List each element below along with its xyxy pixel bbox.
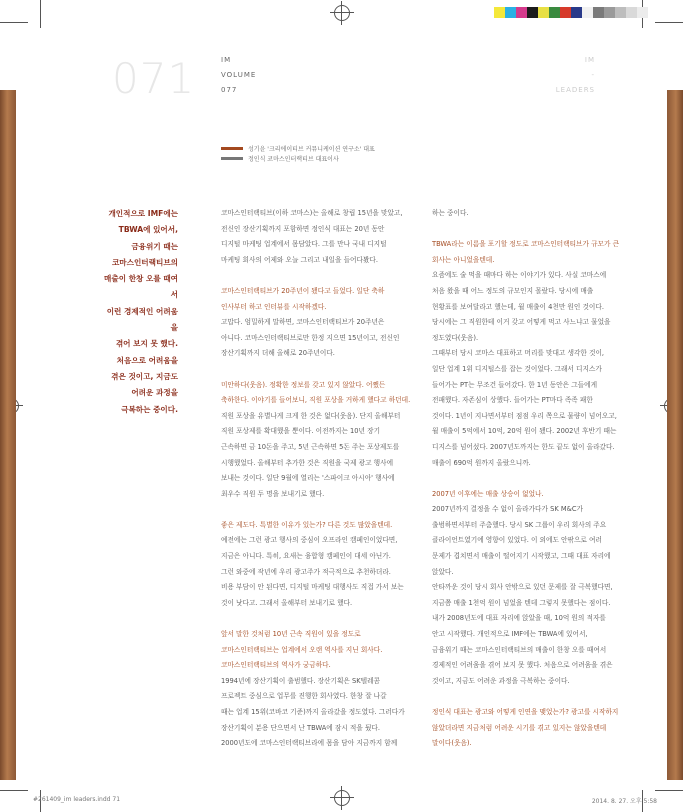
answer-line: 디지털 마케팅 업계에서 몸담았다. 그를 만나 국내 디지털 xyxy=(221,240,387,249)
pull-quote-line: 극복하는 중이다. xyxy=(121,404,178,414)
crop-mark xyxy=(0,790,28,791)
answer-line: 지금은 아니다. 특히, 요새는 융합형 캠페인이 대세 아닌가. xyxy=(221,552,391,561)
answer-line: 클라이언트였기에 영향이 있었다. 이 외에도 안팎으로 여러 xyxy=(432,536,602,545)
pull-quote-line: 겪은 것이고, 지금도 xyxy=(111,371,178,381)
meta-right-1: IM xyxy=(584,56,595,64)
answer-line: 일단 업계 1위 디지털스를 잡는 것이었다. 그래서 디지스가 xyxy=(432,364,602,373)
answer-line: 금융위기 때는 코마스인터랙티브의 매출이 한창 오를 때여서 xyxy=(432,645,607,654)
color-swatch xyxy=(494,7,505,18)
answer-line: 그때부터 당시 코마스 대표하고 머리를 맞대고 생각한 것이, xyxy=(432,349,605,358)
color-swatch xyxy=(560,7,571,18)
meta-left-2: VOLUME xyxy=(221,71,257,79)
answer-line: 안타까운 것이 당시 회사 안밖으로 있던 문제를 잘 극복했다면, xyxy=(432,583,613,592)
answer-line: 그런 와중에 작년에 우리 광고주가 적극적으로 추천하더라. xyxy=(221,567,391,576)
color-swatch xyxy=(626,7,637,18)
question-line: 코마스인터랙티브의 역사가 궁금하다. xyxy=(221,661,331,670)
body-column-2 xyxy=(432,206,632,752)
left-wood-bar xyxy=(0,90,16,780)
answer-line: 전신인 장산기획까지 포함하면 정인식 대표는 20년 동안 xyxy=(221,224,385,233)
answer-line: 현황표를 보여달라고 했는데, 월 매출이 4천만 원인 것이다. xyxy=(432,302,604,311)
answer-line: 요즘에도 술 먹을 때마다 하는 이야기가 있다. 사실 코마스에 xyxy=(432,271,607,280)
answer-line: 코마스인터랙티브(이하 코마스)는 올해로 창립 15년을 맞았고, xyxy=(221,209,403,217)
color-swatch xyxy=(637,7,648,18)
crop-mark xyxy=(655,790,683,791)
pull-quote-line: 처음으로 어려움을 xyxy=(116,355,178,365)
answer-line: 때는 업계 15위(코바코 기준)까지 올라갔을 정도였다. 그러다가 xyxy=(221,708,405,716)
question-line: 좋은 제도다. 특별한 이유가 있는가? 다른 것도 많았을텐데. xyxy=(221,520,393,529)
pull-quote-line: 개인적으로 IMF에는 xyxy=(108,209,178,218)
question-line: TBWA라는 이름을 포기할 정도로 코마스인터랙티브가 규모가 큰 xyxy=(432,240,620,249)
answer-line: 2007년까지 결정을 수 없이 올라가다가 SK M&C가 xyxy=(432,505,583,514)
question-line: 축하한다. 이야기를 들어보니, 직원 포상을 거하게 했다고 하던데. xyxy=(221,396,411,405)
answer-line: 장산기획이 분용 단으면서 난 TBWA에 잠시 적을 뒀다. xyxy=(221,723,381,732)
color-swatch xyxy=(615,7,626,18)
answer-line: 경제적인 어려움을 겪어 보지 못 했다. 처음으로 어려움을 겪은 xyxy=(432,661,613,670)
answer-line: 보내는 것이다. 일단 9월에 열리는 '스파이크 아시아' 행사에 xyxy=(221,474,395,483)
question-line: 않았더라면 지금처럼 어려운 시기를 겪고 있지는 않았을텐데 xyxy=(432,723,607,732)
pull-quote-line: 어려운 과정을 xyxy=(131,388,178,398)
answer-line: 장산기획까지 더해 올해로 20주년이다. xyxy=(221,349,335,358)
meta-left-1: IM xyxy=(221,56,232,64)
color-swatch xyxy=(527,7,538,18)
question-line: 앞서 말한 것처럼 10년 근속 직원이 있을 정도로 xyxy=(221,630,361,639)
answer-line: 비용 부담이 안 된다면, 디지털 마케팅 대행사도 직접 가서 보는 xyxy=(221,583,404,592)
pull-quote-line: TBWA에 있어서, xyxy=(118,225,178,235)
meta-right-3: LEADERS xyxy=(555,86,595,94)
answer-line: 근속하면 금 10돈을 주고, 5년 근속하면 5돈 주는 포상제도를 xyxy=(221,442,400,451)
paragraph-gap xyxy=(432,471,632,487)
answer-line: 아니다. 코마스인터랙티브로만 한정 지으면 15년이고, 전신인 xyxy=(221,333,400,342)
answer-line: 정도였다(웃음). xyxy=(432,333,479,342)
paragraph-gap xyxy=(432,689,632,705)
question-line: 미안하다(웃음). 정확한 정보를 갖고 있지 않았다. 어쨌든 xyxy=(221,380,386,389)
pull-quote-line: 코마스인터랙티브의 xyxy=(111,257,178,267)
right-wood-bar xyxy=(667,90,683,780)
answer-line: 출범하면서부터 주춤했다. 당시 SK 그룹이 우리 회사의 주요 xyxy=(432,520,607,529)
color-swatch xyxy=(593,7,604,18)
body-column-1 xyxy=(221,206,421,752)
answer-line: 고맙다. 엄밀하게 말하면, 코마스인터랙티브가 20주년은 xyxy=(221,318,385,327)
color-swatch xyxy=(549,7,560,18)
answer-line: 최우수 직원 두 명을 보내기로 했다. xyxy=(221,489,325,498)
color-swatch xyxy=(571,7,582,18)
answer-line: 월 매출이 5억에서 10억, 20억 원이 됐다. 2002년 후반기 때는 xyxy=(432,427,617,436)
question-line: 2007년 이후에는 매출 상승이 없었나. xyxy=(432,489,544,498)
paragraph-gap xyxy=(432,222,632,238)
answer-line: 것이 낫다고. 그래서 올해부터 보내기로 했다. xyxy=(221,598,353,607)
crop-mark xyxy=(0,22,28,23)
question-line: 말이다(웃음). xyxy=(432,739,472,748)
answer-line: 지금쯤 매출 1천억 원이 넘었을 텐데 그렇지 못했다는 점이다. xyxy=(432,598,611,607)
color-bar xyxy=(494,7,648,18)
question-line: 인사부터 하고 인터뷰를 시작하겠다. xyxy=(221,302,327,311)
answer-line: 예전에는 그런 광고 행사의 중심이 오프라인 캠페인이었다면, xyxy=(221,536,398,545)
answer-line: 처음 왔을 때 어느 정도의 규모인지 몰랐다. 당시에 매출 xyxy=(432,286,594,295)
answer-line: 문제가 겹치면서 매출이 떨어지기 시작했고, 그때 대표 자리에 xyxy=(432,552,611,561)
registration-mark xyxy=(334,790,350,806)
answer-line: 내가 2008년도에 대표 자리에 앉았을 때, 10억 원의 적자를 xyxy=(432,614,606,623)
answer-line: 시행했었다. 올해부터 추가한 것은 직원을 국제 광고 행사에 xyxy=(221,458,394,467)
color-swatch xyxy=(538,7,549,18)
answer-line: 전패했다. 자존심이 상했다. 들어가는 PT마다 족족 패한 xyxy=(432,396,593,405)
answer-line: 마케팅 회사의 어제와 오늘 그리고 내일을 들어다봤다. xyxy=(221,255,379,264)
legend-text-interviewer: 성기윤 '크리에이티브 커뮤니케이션 연구소' 대표 xyxy=(248,146,375,153)
pull-quote-line: 이런 경제적인 어려움을 xyxy=(106,306,178,333)
answer-line: 직원 포상제를 확대했을 뿐이다. 이전까지는 10년 장기 xyxy=(221,427,381,436)
paragraph-gap xyxy=(221,362,421,378)
paragraph-gap xyxy=(221,502,421,518)
registration-mark xyxy=(334,5,350,21)
meta-right-2: - xyxy=(591,71,595,79)
color-swatch xyxy=(582,7,593,18)
meta-left-3: 077 xyxy=(221,86,238,94)
answer-line: 것이다. 1년이 지나면서부터 점점 우리 쪽으로 물량이 넘어오고, xyxy=(432,411,617,420)
legend-bar-interviewee xyxy=(221,157,243,160)
footer-timestamp: 2014. 8. 27. 오후 5:58 xyxy=(591,798,657,805)
question-line: 정인식 대표는 광고와 어떻게 인연을 맺었는가? 광고를 시작하지 xyxy=(432,708,619,716)
pull-quote-line: 매출이 한창 오를 때여서 xyxy=(104,274,178,300)
answer-line: 1994년에 장산기획이 출범했다. 장산기획은 SK텔레콤 xyxy=(221,676,381,685)
answer-line: 안고 시작했다. 개인적으로 IMF에는 TBWA에 있어서, xyxy=(432,630,588,639)
page-number: 071 xyxy=(112,54,196,103)
answer-line: 프로젝트 중심으로 업무를 진행한 회사였다. 한창 잘 나갈 xyxy=(221,692,387,701)
pull-quote-line: 금융위기 때는 xyxy=(131,241,178,251)
color-swatch xyxy=(505,7,516,18)
crop-mark xyxy=(655,22,683,23)
answer-line: 당시에는 그 직원한테 이거 갖고 어떻게 먹고 사느냐고 물었을 xyxy=(432,318,611,327)
answer-line: 2000년도에 코마스인터랙티브라에 몸을 담아 지금까지 함께 xyxy=(221,739,398,748)
legend-text-interviewee: 정인식 코마스인터랙티브 대표이사 xyxy=(248,156,339,163)
answer-line: 것이고, 지금도 어려운 과정을 극복하는 중이다. xyxy=(432,676,570,685)
color-swatch xyxy=(604,7,615,18)
question-line: 회사는 아니었을텐데. xyxy=(432,255,495,264)
crop-mark xyxy=(40,0,41,28)
question-line: 코마스인터랙티브는 업계에서 오랜 역사를 지닌 회사다. xyxy=(221,645,383,654)
footer-file-info: #261409_im leaders.indd 71 xyxy=(33,796,121,803)
paragraph-gap xyxy=(221,611,421,627)
paragraph-gap xyxy=(221,268,421,284)
answer-line: 하는 중이다. xyxy=(432,209,469,217)
legend-bar-interviewer xyxy=(221,147,243,150)
answer-line: 들어가는 PT는 무조건 들어갔다. 한 1년 동안은 그들에게 xyxy=(432,380,598,389)
answer-line: 앉았다. xyxy=(432,567,454,576)
answer-line: 매출이 690억 원까지 올랐으니까. xyxy=(432,458,531,467)
color-swatch xyxy=(516,7,527,18)
answer-line: 디지스를 넘어섰다. 2007년도까지는 한도 끝도 없이 올라갔다. xyxy=(432,442,615,451)
question-line: 코마스인터랙티브가 20주년이 됐다고 들었다. 일단 축하 xyxy=(221,286,385,295)
pull-quote-line: 겪어 보지 못 했다. xyxy=(115,339,178,349)
answer-line: 직원 포상을 유별나게 크게 한 것은 없다(웃음). 단지 올해부터 xyxy=(221,411,401,420)
pull-quote xyxy=(104,206,178,418)
